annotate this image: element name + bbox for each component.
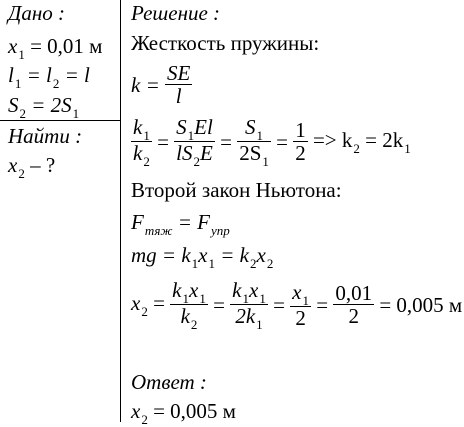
find-title: Найти : [8, 124, 83, 148]
stiffness-formula: k = $\frac{SE}{l}$ [131, 61, 191, 108]
given-areas: $S_2 = 2S_1$ [8, 93, 80, 121]
given-x1: $x_1 = 0,01$ м [8, 34, 103, 62]
given-lengths: $l_1 = l_2 = l$ [8, 63, 90, 91]
forces-equation: $F_{тяж} = F_{упр}$ [131, 210, 230, 238]
newton-label: Второй закон Ньютона: [131, 178, 342, 202]
answer-title: Ответ : [131, 370, 207, 394]
given-find-divider [0, 120, 121, 121]
stiffness-ratio: $\frac{k_1}{k_2}$ = $\frac{S_1El}{lS_2E}$ = $\frac{S_1}{2S_1}$ = $\frac{1}{2}$ => $k_2 = 2k_1$ [133, 115, 411, 169]
stiffness-fraction: $\frac{SE}{l}$ [167, 61, 191, 108]
mg-equation: mg = $k_1x_1 = k_2x_2$ [131, 243, 274, 271]
x2-derivation: $x_2$ = $\frac{k_1x_1}{k_2}$ = $\frac{k_1x_1}{2k_1}$ = $\frac{x_1}{2}$ = $\frac{0,01}{2}$ = 0,005 м [131, 278, 463, 332]
given-title: Дано : [8, 1, 66, 25]
find-x2: $x_2$ – ? [8, 153, 56, 181]
answer-value: $x_2 = 0,005$ м [131, 399, 236, 427]
stiffness-label: Жесткость пружины: [131, 31, 320, 55]
column-divider [120, 0, 121, 422]
solution-title: Решение : [131, 1, 221, 25]
